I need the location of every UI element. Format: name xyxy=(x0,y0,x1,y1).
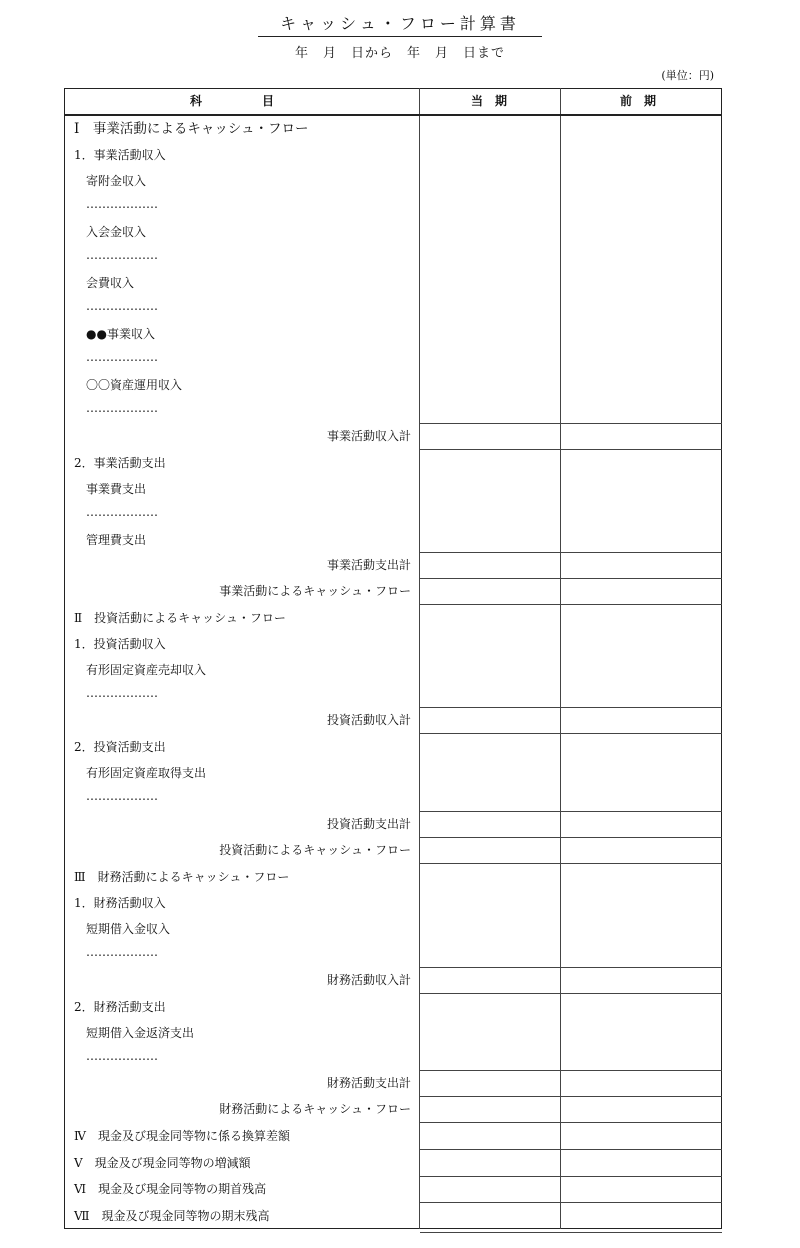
investing-income-heading: 1．投資活動収入 xyxy=(74,637,166,651)
membership-fee-income: 会費収入 xyxy=(86,276,135,290)
header-divider xyxy=(64,114,722,116)
column-divider-item xyxy=(419,88,420,1229)
placeholder-dots: ……………… xyxy=(86,945,158,959)
rule-operating-income-bottom xyxy=(420,449,722,450)
operating-income-total: 事業活動収入計 xyxy=(326,429,411,443)
document-title-text: キャッシュ・フロー計算書 xyxy=(258,11,542,37)
cash-opening-balance: Ⅵ 現金及び現金同等物の期首残高 xyxy=(74,1182,267,1196)
placeholder-dots: ……………… xyxy=(86,505,158,519)
period-line: 年 月 日から 年 月 日まで xyxy=(294,46,505,61)
section-financing-cf: Ⅲ 財務活動によるキャッシュ・フロー xyxy=(74,870,290,884)
donation-income: 寄附金収入 xyxy=(86,174,147,188)
short-term-loan-repayment: 短期借入金返済支出 xyxy=(86,1026,195,1040)
rule-operating-total-bottom xyxy=(420,604,722,605)
operating-cf-total: 事業活動によるキャッシュ・フロー xyxy=(219,584,411,598)
rule-investing-income-top xyxy=(420,707,722,708)
rule-financing-expense-top xyxy=(420,1070,722,1071)
rule-investing-income-bottom xyxy=(420,733,722,734)
rule-investing-expense-top xyxy=(420,811,722,812)
placeholder-dots: ……………… xyxy=(86,350,158,364)
operating-expense-heading: 2．事業活動支出 xyxy=(74,456,166,470)
investing-expense-total: 投資活動支出計 xyxy=(326,817,411,831)
unit-label: (単位：円) xyxy=(661,69,714,82)
rule-exchange-bottom xyxy=(420,1149,722,1150)
rule-financing-total-bottom xyxy=(420,1122,722,1123)
header-item: 科 目 xyxy=(190,94,275,108)
operating-expense-total: 事業活動支出計 xyxy=(326,558,411,572)
rule-closing-double xyxy=(420,1232,722,1233)
rule-operating-income-top xyxy=(420,423,722,424)
financing-expense-total: 財務活動支出計 xyxy=(326,1076,411,1090)
cash-net-change: Ⅴ 現金及び現金同等物の増減額 xyxy=(74,1156,251,1170)
rule-operating-expense-top xyxy=(420,552,722,553)
document-title xyxy=(0,11,800,37)
administrative-expense: 管理費支出 xyxy=(86,533,147,547)
exchange-difference: Ⅳ 現金及び現金同等物に係る換算差額 xyxy=(74,1129,290,1143)
rule-operating-expense-bottom xyxy=(420,578,722,579)
section-operating-cf: Ⅰ 事業活動によるキャッシュ・フロー xyxy=(74,121,309,137)
column-divider-current xyxy=(560,88,561,1229)
fixed-asset-acquisition-expense: 有形固定資産取得支出 xyxy=(86,766,207,780)
financing-income-total: 財務活動収入計 xyxy=(326,973,411,987)
financing-expense-heading: 2．財務活動支出 xyxy=(74,1000,166,1014)
financing-income-heading: 1．財務活動収入 xyxy=(74,896,166,910)
placeholder-dots: ……………… xyxy=(86,197,158,211)
header-prior-period: 前 期 xyxy=(620,94,657,108)
operating-income-heading: 1．事業活動収入 xyxy=(74,148,166,162)
placeholder-dots: ……………… xyxy=(86,248,158,262)
program-income: ●●事業収入 xyxy=(86,327,155,341)
placeholder-dots: ……………… xyxy=(86,686,158,700)
placeholder-dots: ……………… xyxy=(86,299,158,313)
investing-cf-total: 投資活動によるキャッシュ・フロー xyxy=(219,843,411,857)
section-investing-cf: Ⅱ 投資活動によるキャッシュ・フロー xyxy=(74,611,286,625)
rule-financing-income-bottom xyxy=(420,993,722,994)
rule-financing-expense-bottom xyxy=(420,1096,722,1097)
investing-income-total: 投資活動収入計 xyxy=(326,713,411,727)
short-term-loan-income: 短期借入金収入 xyxy=(86,922,171,936)
header-current-period: 当 期 xyxy=(471,94,508,108)
placeholder-dots: ……………… xyxy=(86,1049,158,1063)
cash-flow-table xyxy=(64,88,722,1229)
rule-change-bottom xyxy=(420,1176,722,1177)
placeholder-dots: ……………… xyxy=(86,789,158,803)
rule-opening-bottom xyxy=(420,1202,722,1203)
rule-financing-income-top xyxy=(420,967,722,968)
investing-expense-heading: 2．投資活動支出 xyxy=(74,740,166,754)
admission-fee-income: 入会金収入 xyxy=(86,225,147,239)
financing-cf-total: 財務活動によるキャッシュ・フロー xyxy=(219,1102,411,1116)
asset-management-income: 〇〇資産運用収入 xyxy=(86,378,183,392)
fixed-asset-sale-income: 有形固定資産売却収入 xyxy=(86,663,207,677)
placeholder-dots: ……………… xyxy=(86,401,158,415)
program-expense: 事業費支出 xyxy=(86,482,147,496)
rule-investing-total-bottom xyxy=(420,863,722,864)
cash-closing-balance: Ⅶ 現金及び現金同等物の期末残高 xyxy=(74,1209,270,1223)
rule-investing-expense-bottom xyxy=(420,837,722,838)
